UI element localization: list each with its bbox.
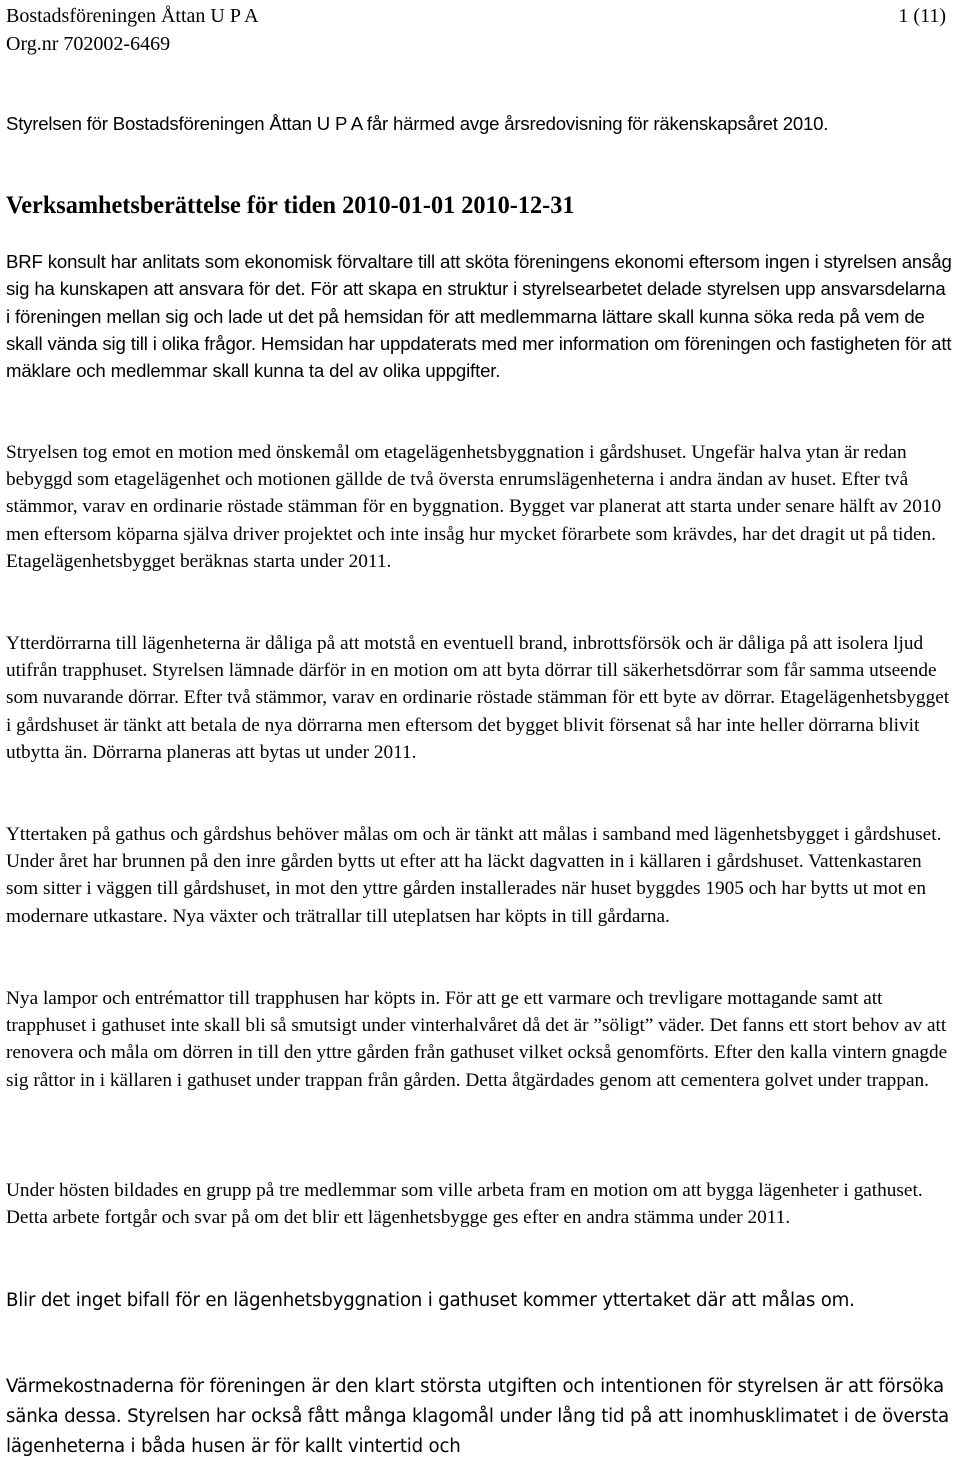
header-org-nr: Org.nr 702002-6469 [6, 33, 171, 55]
header-org-name: Bostadsföreningen Åttan U P A [6, 5, 259, 27]
paragraph-3: Ytterdörrarna till lägenheterna är dåliga på att motstå en eventuell brand, inbrottsförsök och är dåliga på att isolera ljud utifrån trapphuset. Styrelsen lämnade därför in en motion om att byta dörrar till säkerhetsdörrar som får samma utseende som nuvarande dörrar. Efter två stämmor, varav en ordinarie röstade stämman för ett byte av dörrar. Etagelägenhetsbygget i gårdshuset är tänkt att betala de nya dörrarna men eftersom det bygget blivit försenat så har inte heller dörrarna blivit utbytta än. Dörrarna planeras att bytas ut under 2011. [6, 633, 950, 763]
paragraph-4: Yttertaken på gathus och gårdshus behöver målas om och är tänkt att målas i samband med lägenhetsbygget i gårdshuset. Under året har brunnen på den inre gården bytts ut efter att ha läckt dagvatten in i källaren i gårdshuset. Vattenkastaren som sitter i väggen till gårdshuset, in mot den yttre gården installerades när huset byggdes 1905 och har bytts ut mot en modernare utkastare. Nya växter och trätrallar till uteplatsen har köpts in till gårdarna. [6, 824, 942, 927]
paragraph-7: Blir det inget bifall för en lägenhetsbyggnation i gathuset kommer yttertaket där att målas om. [6, 1290, 855, 1311]
paragraph-5: Nya lampor och entrémattor till trapphusen har köpts in. För att ge ett varmare och trevligare mottagande samt att trapphuset i gathuset inte skall bli så smutsigt under vinterhalvåret då det är ”söligt” väder. Det fanns ett stort behov av att renovera och måla om dörren in till den yttre gården från gathuset vilket också genomförts. Efter den kalla vintern gnagde sig råttor in i källaren i gathuset under trappan från gården. Detta åtgärdades genom att cementera golvet under trappan. [6, 988, 948, 1091]
paragraph-2: Stryelsen tog emot en motion med önskemål om etagelägenhetsbyggnation i gårdshuset. Ungefär halva ytan är redan bebyggd som etagelägenhet och motionen gällde de två översta enrumslägenheterna i andra ändan av huset. Efter två stämmor, varav en ordinarie röstade stämman för en byggnation. Bygget var planerat att starta under senare hälft av 2010 men eftersom köparna själva driver projektet och inte insåg hur mycket förarbete som krävdes, har det dragit ut på tiden. Etagelägenhetsbygget beräknas starta under 2011. [6, 442, 942, 572]
intro-sentence: Styrelsen för Bostadsföreningen Åttan U P A får härmed avge årsredovisning för räkenskapsåret 2010. [6, 113, 829, 134]
paragraph-1: BRF konsult har anlitats som ekonomisk förvaltare till att sköta föreningens ekonomi eftersom ingen i styrelsen ansåg sig ha kunskapen att ansvara för det. För att skapa en struktur i styrelsearbetet delade styrelsen upp ansvarsdelarna i föreningen mellan sig och lade ut det på hemsidan för att medlemmarna lättare skall kunna söka reda på vem de skall vända sig till i olika frågor. Hemsidan har uppdaterats med mer information om föreningen och fastigheten för att mäklare och medlemmar skall kunna ta del av olika uppgifter. [6, 251, 952, 382]
paragraph-6: Under hösten bildades en grupp på tre medlemmar som ville arbeta fram en motion om att bygga lägenheter i gathuset. Detta arbete fortgår och svar på om det blir ett lägenhetsbygge ges efter en andra stämma under 2011. [6, 1180, 923, 1229]
paragraph-8: Värmekostnaderna för föreningen är den klart största utgiften och intentionen för styrelsen är att försöka sänka dessa. Styrelsen har också fått många klagomål under lång tid på att inomhusklimatet i de översta lägenheterna i båda husen är för kallt vintertid och [6, 1376, 949, 1457]
header-page-number: 1 (11) [898, 5, 946, 27]
section-heading: Verksamhetsberättelse för tiden 2010-01-01 2010-12-31 [6, 192, 575, 219]
